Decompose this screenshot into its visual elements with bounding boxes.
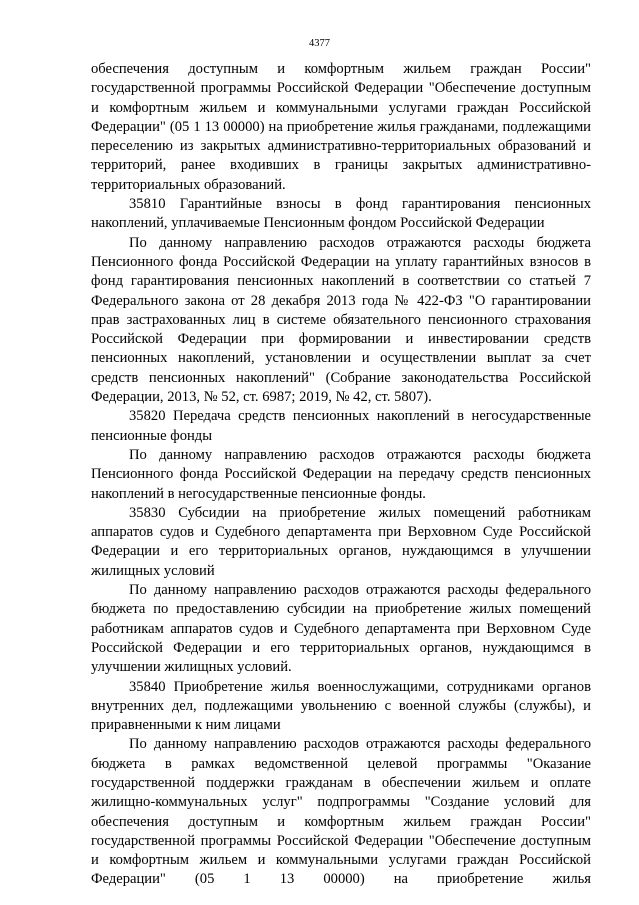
paragraph-35820-description: По данному направлению расходов отражаются расходы бюджета Пенсионного фонда Российской Федерации на передачу средств пенсионных накоплений в негосударственные пенсионные фонды.: [91, 446, 591, 502]
heading-35810: 35810 Гарантийные взносы в фонд гарантирования пенсионных накоплений, уплачиваемые Пенсионным фондом Российской Федерации: [91, 196, 591, 232]
heading-35830: 35830 Субсидии на приобретение жилых помещений работникам аппаратов судов и Судебного департамента при Верховном Суде Российской Федерации и его территориальных органов, нуждающимся в улучшении жилищных условий: [91, 504, 591, 579]
page-number: 4377: [309, 38, 330, 49]
paragraph-35830-description: По данному направлению расходов отражаются расходы федерального бюджета по предоставлению субсидии на приобретение жилых помещений работникам аппаратов судов и Судебного департамента при Верховном Суде Российской Федерации и его территориальных органов, нуждающимся в улучшении жилищных условий.: [91, 582, 591, 676]
paragraph-continuation: обеспечения доступным и комфортным жильем граждан России" государственной программы Российской Федерации "Обеспечение доступным и комфортным жильем и коммунальными услугами граждан Российской Федерации" (05 1 13 00000) на приобретение жилья гражданами, подлежащими переселению из закрытых административно-территориальных образований и территорий, ранее входивших в границы закрытых административно-территориальных образований.: [91, 61, 591, 193]
heading-35840: 35840 Приобретение жилья военнослужащими, сотрудниками органов внутренних дел, подлежащими увольнению с военной службы (службы), и приравненными к ним лицами: [91, 678, 591, 734]
paragraph-35810-description: По данному направлению расходов отражаются расходы бюджета Пенсионного фонда Российской Федерации на уплату гарантийных взносов в фонд гарантирования пенсионных накоплений в соответствии со статьей 7 Федерального закона от 28 декабря 2013 года № 422-ФЗ "О гарантировании прав застрахованных лиц в системе обязательного пенсионного страхования Российской Федерации при формировании и инвестировании средств пенсионных накоплений, установлении и осуществлении выплат за счет средств пенсионных накоплений" (Собрание законодательства Российской Федерации, 2013, № 52, ст. 6987; 2019, № 42, ст. 5807).: [91, 234, 591, 406]
document-body: [91, 60, 591, 890]
heading-35820: 35820 Передача средств пенсионных накоплений в негосударственные пенсионные фонды: [91, 408, 591, 444]
paragraph-35840-description: По данному направлению расходов отражаются расходы федерального бюджета в рамках ведомственной целевой программы "Оказание государственной поддержки гражданам в обеспечении жильем и оплате жилищно-коммунальных услуг" подпрограммы "Создание условий для обеспечения доступным и комфортным жильем граждан России" государственной программы Российской Федерации "Обеспечение доступным и комфортным жильем и коммунальными услугами граждан Российской Федерации" (05 1 13 00000) на приобретение жилья: [91, 736, 591, 888]
